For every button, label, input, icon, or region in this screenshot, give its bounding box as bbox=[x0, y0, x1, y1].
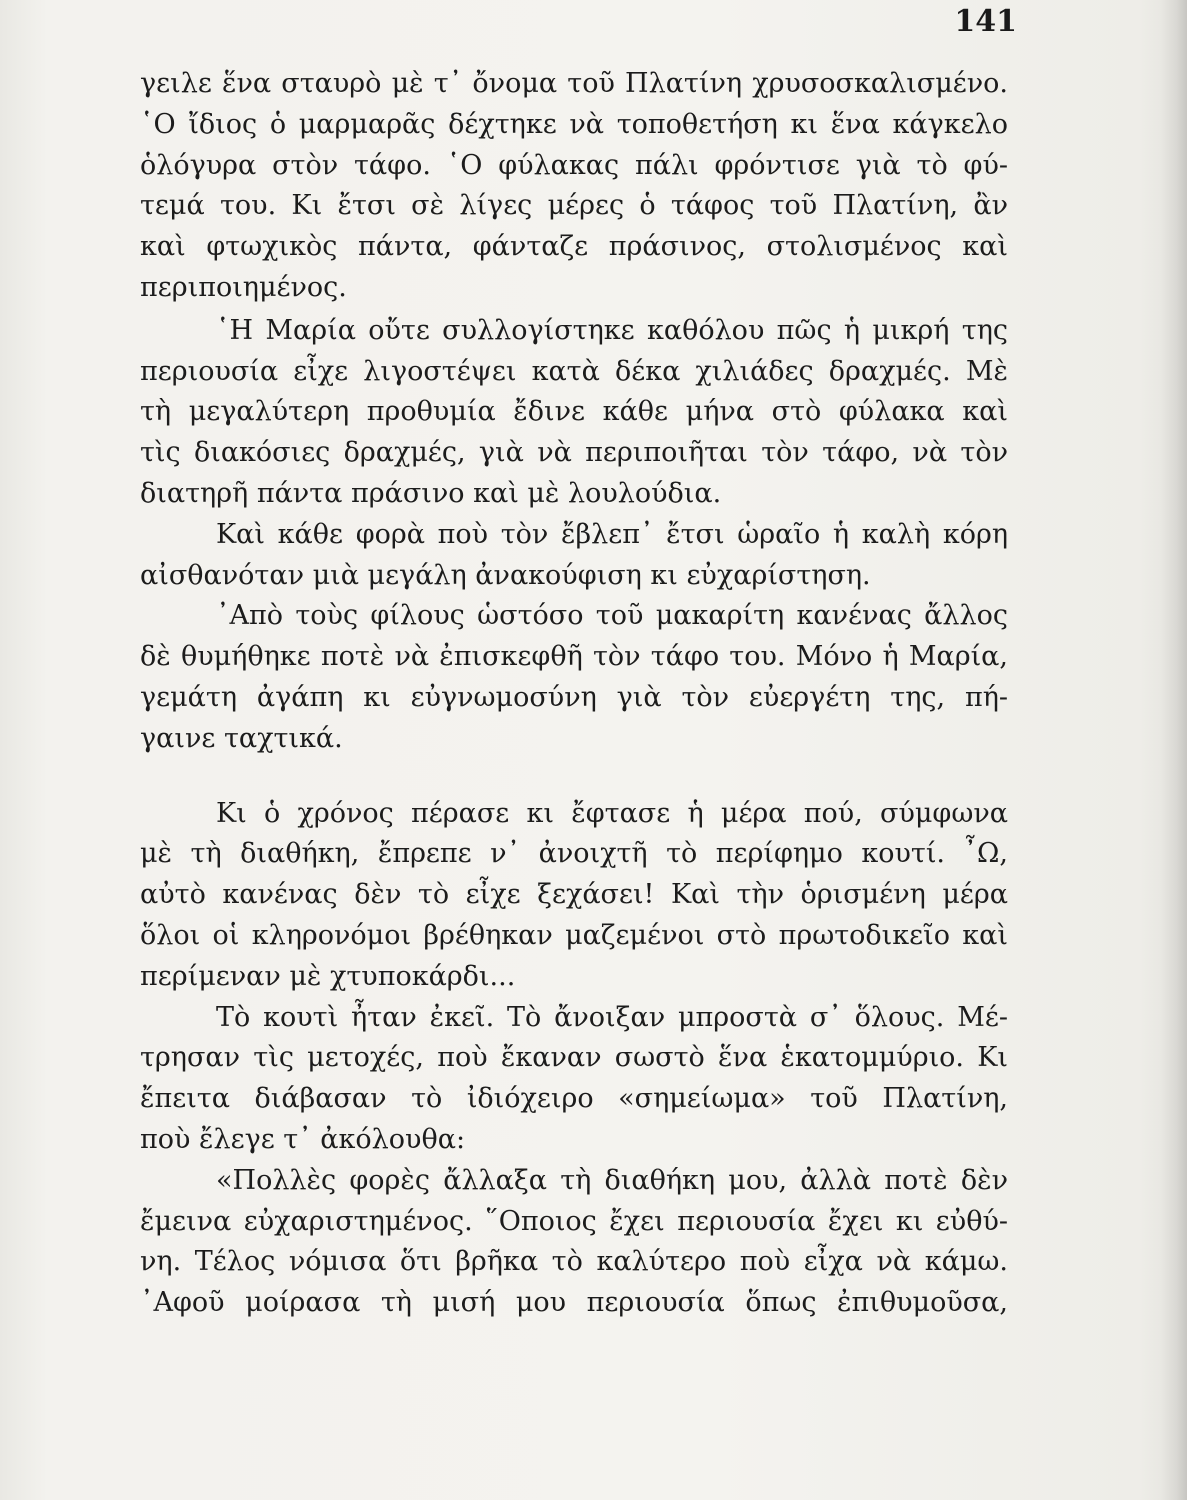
text-line: ῾Η Μαρία οὔτε συλλογίστηκε καθόλου πῶς ἡ μικρή της bbox=[216, 314, 1008, 346]
text-line: Κι ὁ χρόνος πέρασε κι ἔφτασε ἡ μέρα πού, σύμφωνα bbox=[216, 797, 1008, 829]
text-line: τεμά του. Κι ἔτσι σὲ λίγες μέρες ὁ τάφος τοῦ Πλατίνη, ἂν bbox=[140, 190, 1008, 222]
text-line: ῾Ο ἴδιος ὁ μαρμαρᾶς δέχτηκε νὰ τοποθετήση κι ἕνα κάγκελο bbox=[140, 108, 1008, 140]
text-line: ὅλοι οἱ κληρονόμοι βρέθηκαν μαζεμένοι στὸ πρωτοδικεῖο καὶ bbox=[140, 919, 1008, 951]
text-line: Καὶ κάθε φορὰ ποὺ τὸν ἔβλεπ᾿ ἔτσι ὡραῖο ἡ καλὴ κόρη bbox=[216, 518, 1008, 550]
text-line: νη. Τέλος νόμισα ὅτι βρῆκα τὸ καλύτερο ποὺ εἶχα νὰ κάμω. bbox=[140, 1246, 1008, 1278]
text-line: καὶ φτωχικὸς πάντα, φάνταζε πράσινος, στολισμένος καὶ bbox=[140, 231, 1008, 263]
text-line: περίμεναν μὲ χτυποκάρδι... bbox=[140, 960, 516, 992]
text-line: τὶς διακόσιες δραχμές, γιὰ νὰ περιποιῆται τὸν τάφο, νὰ τὸν bbox=[140, 437, 1008, 469]
text-line: τρησαν τὶς μετοχές, ποὺ ἔκαναν σωστὸ ἕνα ἑκατομμύριο. Κι bbox=[140, 1042, 1008, 1074]
text-line: γειλε ἕνα σταυρὸ μὲ τ᾿ ὄνομα τοῦ Πλατίνη χρυσοσκαλισμένο. bbox=[140, 68, 1008, 99]
text-line: γαινε ταχτικά. bbox=[140, 722, 343, 754]
text-line: αἰσθανόταν μιὰ μεγάλη ἀνακούφιση κι εὐχαρίστηση. bbox=[140, 559, 871, 591]
text-line: ἔπειτα διάβασαν τὸ ἰδιόχειρο «σημείωμα» τοῦ Πλατίνη, bbox=[140, 1083, 1008, 1115]
text-line: τὴ μεγαλύτερη προθυμία ἔδινε κάθε μήνα στὸ φύλακα καὶ bbox=[140, 396, 1008, 428]
text-line: ἔμεινα εὐχαριστημένος. ῞Οποιος ἔχει περιουσία ἔχει κι εὐθύ- bbox=[140, 1205, 1008, 1237]
text-line: Τὸ κουτὶ ἦταν ἐκεῖ. Τὸ ἄνοιξαν μπροστὰ σ᾿ ὅλους. Μέ- bbox=[216, 1001, 1008, 1033]
text-line: μὲ τὴ διαθήκη, ἔπρεπε ν᾿ ἀνοιχτῆ τὸ περίφημο κουτί. ῏Ω, bbox=[140, 838, 1008, 870]
text-line: ᾿Απὸ τοὺς φίλους ὡστόσο τοῦ μακαρίτη κανένας ἄλλος bbox=[216, 600, 1008, 632]
text-line: αὐτὸ κανένας δὲν τὸ εἶχε ξεχάσει! Καὶ τὴν ὁρισμένη μέρα bbox=[140, 879, 1008, 911]
page-edge-shadow bbox=[1161, 0, 1187, 1500]
text-line: γεμάτη ἀγάπη κι εὐγνωμοσύνη γιὰ τὸν εὐεργέτη της, πή- bbox=[140, 681, 1008, 713]
text-line: ποὺ ἔλεγε τ᾿ ἀκόλουθα: bbox=[140, 1123, 466, 1155]
page-number: 141 bbox=[954, 4, 1017, 39]
text-line: περιποιημένος. bbox=[140, 271, 347, 303]
body-text bbox=[140, 64, 1008, 1324]
text-line: ὁλόγυρα στὸν τάφο. ῾Ο φύλακας πάλι φρόντισε γιὰ τὸ φύ- bbox=[140, 149, 1008, 181]
text-line: «Πολλὲς φορὲς ἄλλαξα τὴ διαθήκη μου, ἀλλὰ ποτὲ δὲν bbox=[216, 1164, 1008, 1196]
text-line: περιουσία εἶχε λιγοστέψει κατὰ δέκα χιλιάδες δραχμές. Μὲ bbox=[140, 355, 1008, 387]
text-line: ᾿Αφοῦ μοίρασα τὴ μισή μου περιουσία ὅπως ἐπιθυμοῦσα, bbox=[140, 1287, 1008, 1319]
text-line: διατηρῆ πάντα πράσινο καὶ μὲ λουλούδια. bbox=[140, 477, 722, 509]
text-line: δὲ θυμήθηκε ποτὲ νὰ ἐπισκεφθῆ τὸν τάφο του. Μόνο ἡ Μαρία, bbox=[140, 641, 1008, 673]
